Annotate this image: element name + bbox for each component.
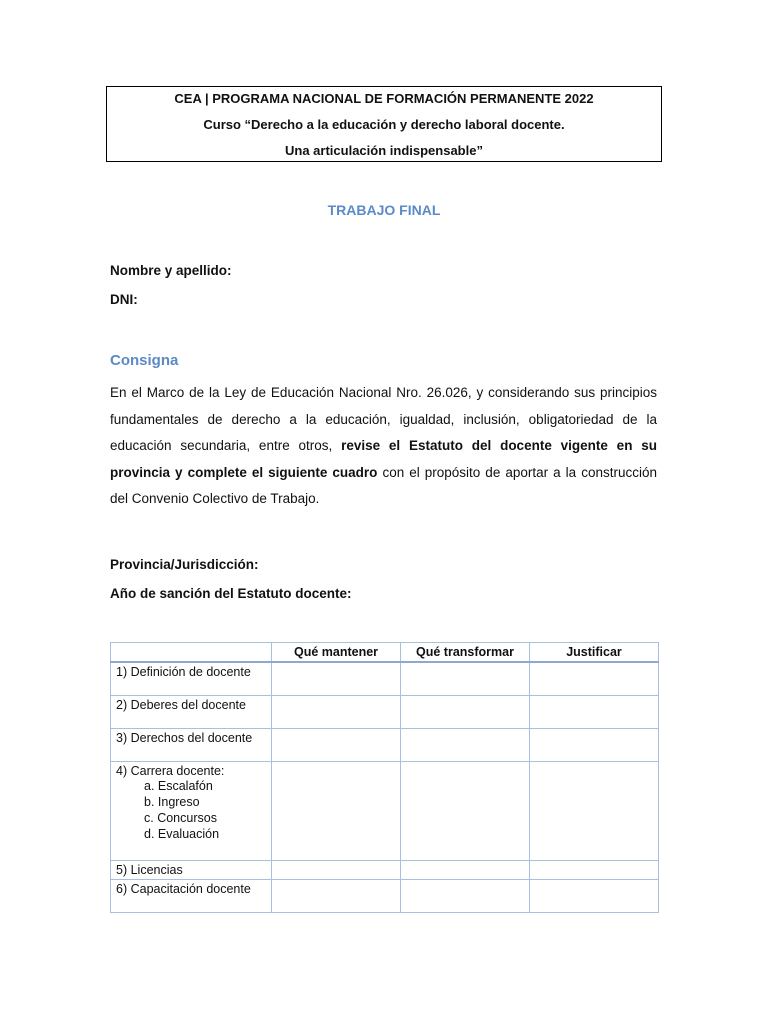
table-header-transformar: Qué transformar <box>401 643 530 663</box>
header-subtitle-line: Una articulación indispensable” <box>285 143 483 158</box>
name-field-label: Nombre y apellido: <box>110 263 232 278</box>
cell-justificar[interactable] <box>530 728 659 761</box>
cell-justificar[interactable] <box>530 662 659 695</box>
header-box <box>106 86 662 162</box>
cell-mantener[interactable] <box>272 662 401 695</box>
statute-table <box>110 642 659 913</box>
consigna-paragraph <box>110 380 657 513</box>
sublist-item-escalafon: a. Escalafón <box>144 778 213 793</box>
table-row <box>111 695 659 728</box>
table-header-justificar: Justificar <box>530 643 659 663</box>
carrera-sublist <box>116 778 266 842</box>
cell-mantener[interactable] <box>272 860 401 879</box>
sublist-item-concursos: c. Concursos <box>144 810 217 825</box>
year-field-label: Año de sanción del Estatuto docente: <box>110 586 352 601</box>
cell-justificar[interactable] <box>530 879 659 912</box>
sublist-item-ingreso: b. Ingreso <box>144 794 200 809</box>
cell-transformar[interactable] <box>401 761 530 860</box>
cell-transformar[interactable] <box>401 879 530 912</box>
table-row <box>111 728 659 761</box>
consigna-text-a: En el Marco de la Ley de Educación Nacional Nro. 26.026, y considerando sus principios fundamentales de derecho a la educación, igualdad, inclusión, obligatoriedad de la educación secundaria, entre otros, <box>110 385 657 453</box>
table-header-blank <box>111 643 272 663</box>
cell-transformar[interactable] <box>401 662 530 695</box>
row-label: 1) Definición de docente <box>111 662 272 695</box>
consigna-text-b: con el propósito de aportar a la construcción del Convenio Colectivo de Trabajo. <box>110 464 657 506</box>
cell-justificar[interactable] <box>530 761 659 860</box>
table-row <box>111 860 659 879</box>
document-title: TRABAJO FINAL <box>327 202 441 218</box>
cell-mantener[interactable] <box>272 695 401 728</box>
row-label: 3) Derechos del docente <box>111 728 272 761</box>
row-label: 4) Carrera docente: <box>116 763 225 778</box>
table-row <box>111 879 659 912</box>
consigna-text-bold: revise el Estatuto del docente vigente en su provincia y complete el siguiente cuadro <box>110 438 657 480</box>
cell-mantener[interactable] <box>272 728 401 761</box>
header-course-line: Curso “Derecho a la educación y derecho laboral docente. <box>203 117 565 132</box>
province-field-label: Provincia/Jurisdicción: <box>110 557 259 572</box>
table-row <box>111 761 659 860</box>
cell-transformar[interactable] <box>401 860 530 879</box>
cell-transformar[interactable] <box>401 695 530 728</box>
cell-mantener[interactable] <box>272 761 401 860</box>
sublist-item-evaluacion: d. Evaluación <box>144 826 220 841</box>
cell-transformar[interactable] <box>401 728 530 761</box>
row-label-carrera <box>111 761 272 860</box>
row-label: 2) Deberes del docente <box>111 695 272 728</box>
consigna-heading: Consigna <box>110 352 179 369</box>
cell-justificar[interactable] <box>530 695 659 728</box>
cell-justificar[interactable] <box>530 860 659 879</box>
table-header-row <box>111 643 659 663</box>
dni-field-label: DNI: <box>110 292 138 307</box>
table-header-mantener: Qué mantener <box>272 643 401 663</box>
table-row <box>111 662 659 695</box>
row-label: 6) Capacitación docente <box>111 879 272 912</box>
row-label: 5) Licencias <box>111 860 272 879</box>
header-program-line: CEA | PROGRAMA NACIONAL DE FORMACIÓN PERMANENTE 2022 <box>174 91 594 106</box>
cell-mantener[interactable] <box>272 879 401 912</box>
